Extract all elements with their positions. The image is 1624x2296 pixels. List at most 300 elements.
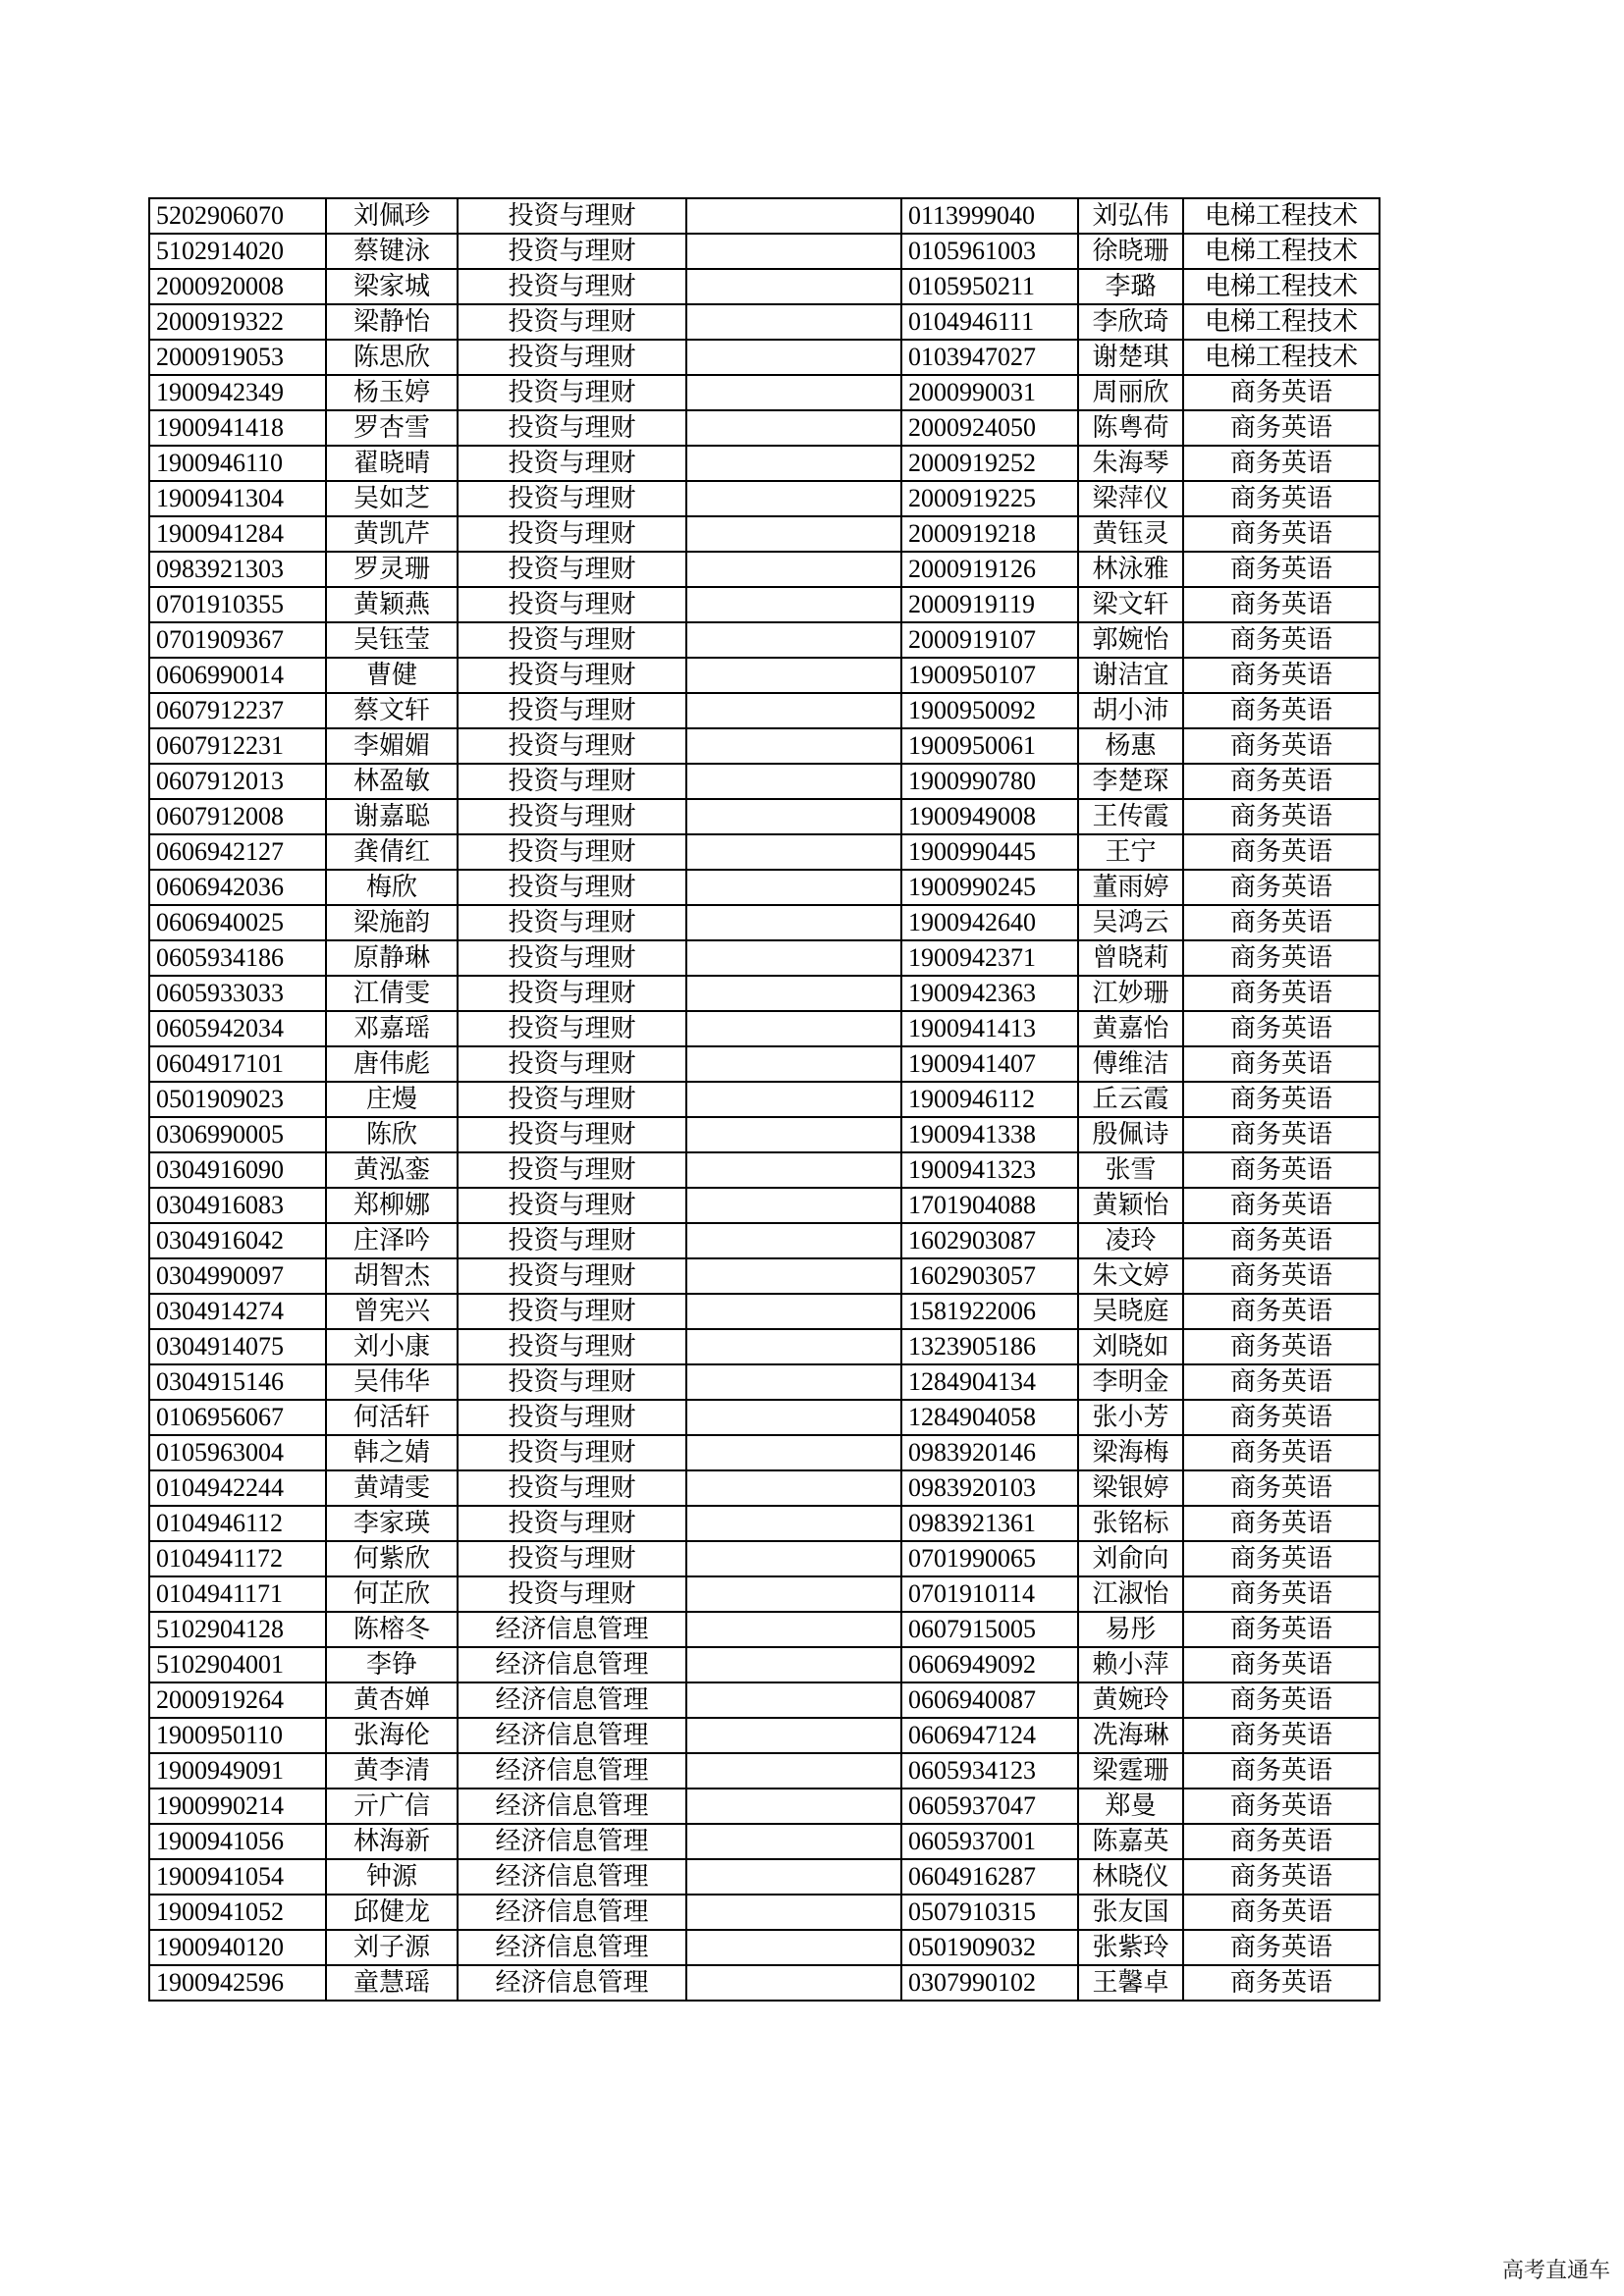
- right-student-id-cell: 0606947124: [901, 1718, 1078, 1753]
- right-student-name-cell: 陈粤荷: [1078, 410, 1183, 446]
- right-student-name-cell: 张小芳: [1078, 1400, 1183, 1435]
- blank-cell: [686, 1011, 901, 1046]
- blank-cell: [686, 1364, 901, 1400]
- right-student-name-cell: 张雪: [1078, 1152, 1183, 1188]
- table-row: [149, 1329, 1380, 1364]
- left-major-cell: 投资与理财: [458, 446, 686, 481]
- right-major-cell: 商务英语: [1183, 1046, 1380, 1082]
- left-student-name-cell: 罗杏雪: [326, 410, 458, 446]
- left-major-cell: 投资与理财: [458, 728, 686, 764]
- left-student-name-cell: 梁施韵: [326, 905, 458, 940]
- left-major-cell: 经济信息管理: [458, 1682, 686, 1718]
- right-major-cell: 商务英语: [1183, 375, 1380, 410]
- right-major-cell: 商务英语: [1183, 1082, 1380, 1117]
- blank-cell: [686, 410, 901, 446]
- right-student-id-cell: 1900942640: [901, 905, 1078, 940]
- right-student-name-cell: 黄嘉怡: [1078, 1011, 1183, 1046]
- right-student-id-cell: 0983921361: [901, 1506, 1078, 1541]
- right-major-cell: 商务英语: [1183, 693, 1380, 728]
- left-major-cell: 经济信息管理: [458, 1647, 686, 1682]
- left-student-name-cell: 李家瑛: [326, 1506, 458, 1541]
- table-row: [149, 1400, 1380, 1435]
- left-student-name-cell: 庄熳: [326, 1082, 458, 1117]
- right-major-cell: 商务英语: [1183, 1188, 1380, 1223]
- table-row: [149, 658, 1380, 693]
- left-major-cell: 经济信息管理: [458, 1718, 686, 1753]
- table-row: [149, 799, 1380, 834]
- table-row: [149, 1046, 1380, 1082]
- right-major-cell: 商务英语: [1183, 1682, 1380, 1718]
- blank-cell: [686, 1682, 901, 1718]
- left-major-cell: 投资与理财: [458, 340, 686, 375]
- blank-cell: [686, 375, 901, 410]
- right-student-id-cell: 1900950092: [901, 693, 1078, 728]
- table-row: [149, 1647, 1380, 1682]
- right-student-name-cell: 梁海梅: [1078, 1435, 1183, 1470]
- right-student-id-cell: 0606949092: [901, 1647, 1078, 1682]
- left-student-name-cell: 江倩雯: [326, 976, 458, 1011]
- right-student-name-cell: 张紫玲: [1078, 1930, 1183, 1965]
- right-student-name-cell: 凌玲: [1078, 1223, 1183, 1258]
- left-major-cell: 经济信息管理: [458, 1930, 686, 1965]
- left-student-id-cell: 0105963004: [149, 1435, 326, 1470]
- table-row: [149, 1470, 1380, 1506]
- right-student-name-cell: 郑曼: [1078, 1789, 1183, 1824]
- left-student-id-cell: 1900941304: [149, 481, 326, 516]
- right-student-id-cell: 2000919225: [901, 481, 1078, 516]
- left-major-cell: 投资与理财: [458, 1576, 686, 1612]
- left-student-id-cell: 0701910355: [149, 587, 326, 622]
- left-student-id-cell: 0605934186: [149, 940, 326, 976]
- left-major-cell: 投资与理财: [458, 622, 686, 658]
- left-major-cell: 经济信息管理: [458, 1789, 686, 1824]
- left-student-name-cell: 胡智杰: [326, 1258, 458, 1294]
- left-major-cell: 投资与理财: [458, 587, 686, 622]
- blank-cell: [686, 1824, 901, 1859]
- right-student-id-cell: 0983920146: [901, 1435, 1078, 1470]
- blank-cell: [686, 658, 901, 693]
- left-student-id-cell: 0304914075: [149, 1329, 326, 1364]
- blank-cell: [686, 1258, 901, 1294]
- blank-cell: [686, 1647, 901, 1682]
- blank-cell: [686, 940, 901, 976]
- left-major-cell: 投资与理财: [458, 870, 686, 905]
- right-student-id-cell: 2000924050: [901, 410, 1078, 446]
- right-major-cell: 电梯工程技术: [1183, 234, 1380, 269]
- left-major-cell: 投资与理财: [458, 1188, 686, 1223]
- left-student-id-cell: 0304916090: [149, 1152, 326, 1188]
- blank-cell: [686, 799, 901, 834]
- right-student-name-cell: 胡小沛: [1078, 693, 1183, 728]
- blank-cell: [686, 1400, 901, 1435]
- right-student-name-cell: 梁银婷: [1078, 1470, 1183, 1506]
- right-major-cell: 商务英语: [1183, 1223, 1380, 1258]
- left-student-name-cell: 陈榕冬: [326, 1612, 458, 1647]
- left-student-id-cell: 0304916083: [149, 1188, 326, 1223]
- left-student-id-cell: 5102904128: [149, 1612, 326, 1647]
- right-student-id-cell: 1900946112: [901, 1082, 1078, 1117]
- left-student-name-cell: 林盈敏: [326, 764, 458, 799]
- right-student-name-cell: 吴鸿云: [1078, 905, 1183, 940]
- left-major-cell: 投资与理财: [458, 234, 686, 269]
- right-student-name-cell: 王传霞: [1078, 799, 1183, 834]
- left-major-cell: 经济信息管理: [458, 1965, 686, 2001]
- right-student-name-cell: 江淑怡: [1078, 1576, 1183, 1612]
- right-student-id-cell: 1284904134: [901, 1364, 1078, 1400]
- right-student-id-cell: 0507910315: [901, 1895, 1078, 1930]
- right-major-cell: 商务英语: [1183, 1011, 1380, 1046]
- right-major-cell: 商务英语: [1183, 1576, 1380, 1612]
- left-student-id-cell: 1900950110: [149, 1718, 326, 1753]
- left-student-id-cell: 0607912231: [149, 728, 326, 764]
- left-student-name-cell: 罗灵珊: [326, 552, 458, 587]
- right-student-id-cell: 0113999040: [901, 198, 1078, 234]
- left-student-id-cell: 0304990097: [149, 1258, 326, 1294]
- blank-cell: [686, 976, 901, 1011]
- right-student-id-cell: 0604916287: [901, 1859, 1078, 1895]
- right-student-id-cell: 2000919218: [901, 516, 1078, 552]
- left-major-cell: 投资与理财: [458, 1541, 686, 1576]
- right-major-cell: 商务英语: [1183, 658, 1380, 693]
- left-student-id-cell: 2000920008: [149, 269, 326, 304]
- left-student-id-cell: 1900941052: [149, 1895, 326, 1930]
- right-major-cell: 商务英语: [1183, 410, 1380, 446]
- right-major-cell: 商务英语: [1183, 1435, 1380, 1470]
- right-student-id-cell: 0105950211: [901, 269, 1078, 304]
- left-major-cell: 投资与理财: [458, 1117, 686, 1152]
- right-student-id-cell: 0605937001: [901, 1824, 1078, 1859]
- left-major-cell: 投资与理财: [458, 1258, 686, 1294]
- right-student-id-cell: 0103947027: [901, 340, 1078, 375]
- right-major-cell: 电梯工程技术: [1183, 269, 1380, 304]
- right-major-cell: 商务英语: [1183, 1789, 1380, 1824]
- left-student-name-cell: 蔡文轩: [326, 693, 458, 728]
- left-student-id-cell: 0607912013: [149, 764, 326, 799]
- table-row: [149, 587, 1380, 622]
- left-student-id-cell: 0701909367: [149, 622, 326, 658]
- left-major-cell: 投资与理财: [458, 1011, 686, 1046]
- right-student-name-cell: 朱文婷: [1078, 1258, 1183, 1294]
- table-row: [149, 1718, 1380, 1753]
- left-major-cell: 投资与理财: [458, 658, 686, 693]
- left-student-name-cell: 吴钰莹: [326, 622, 458, 658]
- left-student-name-cell: 韩之婧: [326, 1435, 458, 1470]
- left-major-cell: 投资与理财: [458, 1364, 686, 1400]
- left-student-id-cell: 0501909023: [149, 1082, 326, 1117]
- right-student-id-cell: 2000990031: [901, 375, 1078, 410]
- table-row: [149, 728, 1380, 764]
- blank-cell: [686, 622, 901, 658]
- table-row: [149, 481, 1380, 516]
- table-row: [149, 764, 1380, 799]
- right-student-name-cell: 黄钰灵: [1078, 516, 1183, 552]
- left-major-cell: 投资与理财: [458, 1046, 686, 1082]
- left-student-name-cell: 林海新: [326, 1824, 458, 1859]
- right-major-cell: 商务英语: [1183, 1541, 1380, 1576]
- left-student-name-cell: 钟源: [326, 1859, 458, 1895]
- blank-cell: [686, 1718, 901, 1753]
- right-student-id-cell: 1900990445: [901, 834, 1078, 870]
- left-student-id-cell: 0607912237: [149, 693, 326, 728]
- table-row: [149, 1965, 1380, 2001]
- left-student-name-cell: 何活轩: [326, 1400, 458, 1435]
- blank-cell: [686, 870, 901, 905]
- table-row: [149, 1576, 1380, 1612]
- watermark: 高考直通车: [1501, 2259, 1610, 2283]
- blank-cell: [686, 1541, 901, 1576]
- table-row: [149, 1364, 1380, 1400]
- table-row: [149, 1011, 1380, 1046]
- right-major-cell: 商务英语: [1183, 1506, 1380, 1541]
- right-major-cell: 商务英语: [1183, 1470, 1380, 1506]
- left-student-name-cell: 蔡键泳: [326, 234, 458, 269]
- table-row: [149, 1152, 1380, 1188]
- left-student-name-cell: 邓嘉瑶: [326, 1011, 458, 1046]
- right-student-id-cell: 1900941407: [901, 1046, 1078, 1082]
- right-student-id-cell: 0605934123: [901, 1753, 1078, 1789]
- left-student-name-cell: 原静琳: [326, 940, 458, 976]
- table-row: [149, 446, 1380, 481]
- right-major-cell: 商务英语: [1183, 764, 1380, 799]
- left-student-id-cell: 1900940120: [149, 1930, 326, 1965]
- left-student-id-cell: 0106956067: [149, 1400, 326, 1435]
- left-major-cell: 投资与理财: [458, 516, 686, 552]
- right-major-cell: 商务英语: [1183, 446, 1380, 481]
- table-row: [149, 1188, 1380, 1223]
- left-student-name-cell: 何紫欣: [326, 1541, 458, 1576]
- right-student-name-cell: 刘晓如: [1078, 1329, 1183, 1364]
- left-student-id-cell: 0604917101: [149, 1046, 326, 1082]
- blank-cell: [686, 1470, 901, 1506]
- left-student-name-cell: 刘小康: [326, 1329, 458, 1364]
- right-student-name-cell: 谢楚琪: [1078, 340, 1183, 375]
- right-student-id-cell: 2000919126: [901, 552, 1078, 587]
- right-major-cell: 商务英语: [1183, 1117, 1380, 1152]
- right-major-cell: 商务英语: [1183, 1965, 1380, 2001]
- right-student-name-cell: 李欣琦: [1078, 304, 1183, 340]
- table-row: [149, 834, 1380, 870]
- table-row: [149, 976, 1380, 1011]
- table-row: [149, 234, 1380, 269]
- right-student-name-cell: 曾晓莉: [1078, 940, 1183, 976]
- right-student-id-cell: 1900990780: [901, 764, 1078, 799]
- right-student-id-cell: 0701910114: [901, 1576, 1078, 1612]
- left-student-id-cell: 5202906070: [149, 198, 326, 234]
- blank-cell: [686, 1435, 901, 1470]
- right-major-cell: 商务英语: [1183, 622, 1380, 658]
- left-student-id-cell: 1900942349: [149, 375, 326, 410]
- table-row: [149, 693, 1380, 728]
- blank-cell: [686, 516, 901, 552]
- right-major-cell: 商务英语: [1183, 516, 1380, 552]
- left-student-id-cell: 1900941418: [149, 410, 326, 446]
- right-major-cell: 电梯工程技术: [1183, 198, 1380, 234]
- table-row: [149, 1541, 1380, 1576]
- right-major-cell: 商务英语: [1183, 1294, 1380, 1329]
- right-student-name-cell: 谢洁宜: [1078, 658, 1183, 693]
- blank-cell: [686, 1612, 901, 1647]
- left-major-cell: 投资与理财: [458, 375, 686, 410]
- left-student-id-cell: 1900949091: [149, 1753, 326, 1789]
- blank-cell: [686, 1188, 901, 1223]
- right-major-cell: 商务英语: [1183, 940, 1380, 976]
- left-major-cell: 投资与理财: [458, 799, 686, 834]
- right-student-name-cell: 郭婉怡: [1078, 622, 1183, 658]
- right-student-name-cell: 刘弘伟: [1078, 198, 1183, 234]
- table-row: [149, 198, 1380, 234]
- left-major-cell: 投资与理财: [458, 1152, 686, 1188]
- table-row: [149, 622, 1380, 658]
- blank-cell: [686, 340, 901, 375]
- left-student-id-cell: 2000919322: [149, 304, 326, 340]
- left-student-id-cell: 0607912008: [149, 799, 326, 834]
- right-major-cell: 商务英语: [1183, 1930, 1380, 1965]
- roster-body: [149, 198, 1380, 2001]
- left-major-cell: 投资与理财: [458, 1470, 686, 1506]
- right-student-id-cell: 0307990102: [901, 1965, 1078, 2001]
- left-student-id-cell: 0606940025: [149, 905, 326, 940]
- blank-cell: [686, 905, 901, 940]
- left-student-name-cell: 陈欣: [326, 1117, 458, 1152]
- roster-table: [148, 197, 1380, 2002]
- right-major-cell: 商务英语: [1183, 1895, 1380, 1930]
- blank-cell: [686, 304, 901, 340]
- right-student-name-cell: 赖小萍: [1078, 1647, 1183, 1682]
- left-student-id-cell: 1900946110: [149, 446, 326, 481]
- left-student-name-cell: 黄靖雯: [326, 1470, 458, 1506]
- table-row: [149, 1435, 1380, 1470]
- left-student-name-cell: 谢嘉聪: [326, 799, 458, 834]
- left-major-cell: 经济信息管理: [458, 1859, 686, 1895]
- right-major-cell: 商务英语: [1183, 1400, 1380, 1435]
- blank-cell: [686, 1082, 901, 1117]
- left-student-id-cell: 0104941171: [149, 1576, 326, 1612]
- left-student-name-cell: 亓广信: [326, 1789, 458, 1824]
- left-student-id-cell: 0605933033: [149, 976, 326, 1011]
- left-major-cell: 投资与理财: [458, 552, 686, 587]
- left-student-name-cell: 吴伟华: [326, 1364, 458, 1400]
- blank-cell: [686, 834, 901, 870]
- right-major-cell: 商务英语: [1183, 1612, 1380, 1647]
- left-student-name-cell: 黄泓銮: [326, 1152, 458, 1188]
- blank-cell: [686, 1223, 901, 1258]
- table-row: [149, 552, 1380, 587]
- table-row: [149, 1294, 1380, 1329]
- table-row: [149, 340, 1380, 375]
- table-row: [149, 1223, 1380, 1258]
- right-major-cell: 商务英语: [1183, 1152, 1380, 1188]
- left-student-id-cell: 1900941054: [149, 1859, 326, 1895]
- blank-cell: [686, 234, 901, 269]
- blank-cell: [686, 1930, 901, 1965]
- blank-cell: [686, 693, 901, 728]
- right-major-cell: 商务英语: [1183, 905, 1380, 940]
- blank-cell: [686, 1329, 901, 1364]
- left-major-cell: 经济信息管理: [458, 1895, 686, 1930]
- left-student-id-cell: 0304915146: [149, 1364, 326, 1400]
- left-student-id-cell: 0606942036: [149, 870, 326, 905]
- right-student-name-cell: 易彤: [1078, 1612, 1183, 1647]
- right-major-cell: 商务英语: [1183, 1718, 1380, 1753]
- right-major-cell: 商务英语: [1183, 1859, 1380, 1895]
- table-row: [149, 1895, 1380, 1930]
- right-major-cell: 商务英语: [1183, 481, 1380, 516]
- left-student-name-cell: 郑柳娜: [326, 1188, 458, 1223]
- right-student-name-cell: 张友国: [1078, 1895, 1183, 1930]
- blank-cell: [686, 587, 901, 622]
- blank-cell: [686, 1895, 901, 1930]
- left-student-name-cell: 曹健: [326, 658, 458, 693]
- left-major-cell: 投资与理财: [458, 1329, 686, 1364]
- table-row: [149, 1682, 1380, 1718]
- blank-cell: [686, 481, 901, 516]
- right-student-name-cell: 徐晓珊: [1078, 234, 1183, 269]
- left-student-id-cell: 2000919264: [149, 1682, 326, 1718]
- right-major-cell: 商务英语: [1183, 1329, 1380, 1364]
- blank-cell: [686, 198, 901, 234]
- table-row: [149, 940, 1380, 976]
- left-major-cell: 投资与理财: [458, 410, 686, 446]
- right-student-name-cell: 丘云霞: [1078, 1082, 1183, 1117]
- right-student-id-cell: 0701990065: [901, 1541, 1078, 1576]
- right-student-name-cell: 朱海琴: [1078, 446, 1183, 481]
- blank-cell: [686, 1753, 901, 1789]
- left-major-cell: 投资与理财: [458, 1506, 686, 1541]
- left-student-name-cell: 翟晓晴: [326, 446, 458, 481]
- right-student-id-cell: 0501909032: [901, 1930, 1078, 1965]
- right-student-id-cell: 2000919252: [901, 446, 1078, 481]
- table-row: [149, 1612, 1380, 1647]
- right-student-name-cell: 陈嘉英: [1078, 1824, 1183, 1859]
- blank-cell: [686, 728, 901, 764]
- left-student-id-cell: 1900941284: [149, 516, 326, 552]
- left-student-id-cell: 0104946112: [149, 1506, 326, 1541]
- left-student-name-cell: 梁静怡: [326, 304, 458, 340]
- right-student-name-cell: 冼海琳: [1078, 1718, 1183, 1753]
- right-student-id-cell: 1900949008: [901, 799, 1078, 834]
- right-student-name-cell: 黄婉玲: [1078, 1682, 1183, 1718]
- right-major-cell: 商务英语: [1183, 870, 1380, 905]
- left-student-name-cell: 何芷欣: [326, 1576, 458, 1612]
- left-student-id-cell: 0304916042: [149, 1223, 326, 1258]
- left-student-id-cell: 0104941172: [149, 1541, 326, 1576]
- right-student-name-cell: 杨惠: [1078, 728, 1183, 764]
- left-student-id-cell: 2000919053: [149, 340, 326, 375]
- right-student-id-cell: 1581922006: [901, 1294, 1078, 1329]
- left-major-cell: 经济信息管理: [458, 1753, 686, 1789]
- right-student-name-cell: 刘俞向: [1078, 1541, 1183, 1576]
- right-student-name-cell: 林泳雅: [1078, 552, 1183, 587]
- left-major-cell: 投资与理财: [458, 198, 686, 234]
- left-student-id-cell: 0306990005: [149, 1117, 326, 1152]
- right-major-cell: 商务英语: [1183, 1364, 1380, 1400]
- right-student-id-cell: 2000919107: [901, 622, 1078, 658]
- left-major-cell: 投资与理财: [458, 481, 686, 516]
- left-major-cell: 投资与理财: [458, 269, 686, 304]
- blank-cell: [686, 269, 901, 304]
- right-student-name-cell: 李璐: [1078, 269, 1183, 304]
- right-major-cell: 电梯工程技术: [1183, 304, 1380, 340]
- right-major-cell: 商务英语: [1183, 799, 1380, 834]
- right-student-id-cell: 1602903057: [901, 1258, 1078, 1294]
- right-student-id-cell: 0607915005: [901, 1612, 1078, 1647]
- right-student-name-cell: 李楚琛: [1078, 764, 1183, 799]
- right-student-id-cell: 1900942371: [901, 940, 1078, 976]
- left-student-name-cell: 黄李清: [326, 1753, 458, 1789]
- right-student-id-cell: 0605937047: [901, 1789, 1078, 1824]
- left-student-name-cell: 张海伦: [326, 1718, 458, 1753]
- blank-cell: [686, 764, 901, 799]
